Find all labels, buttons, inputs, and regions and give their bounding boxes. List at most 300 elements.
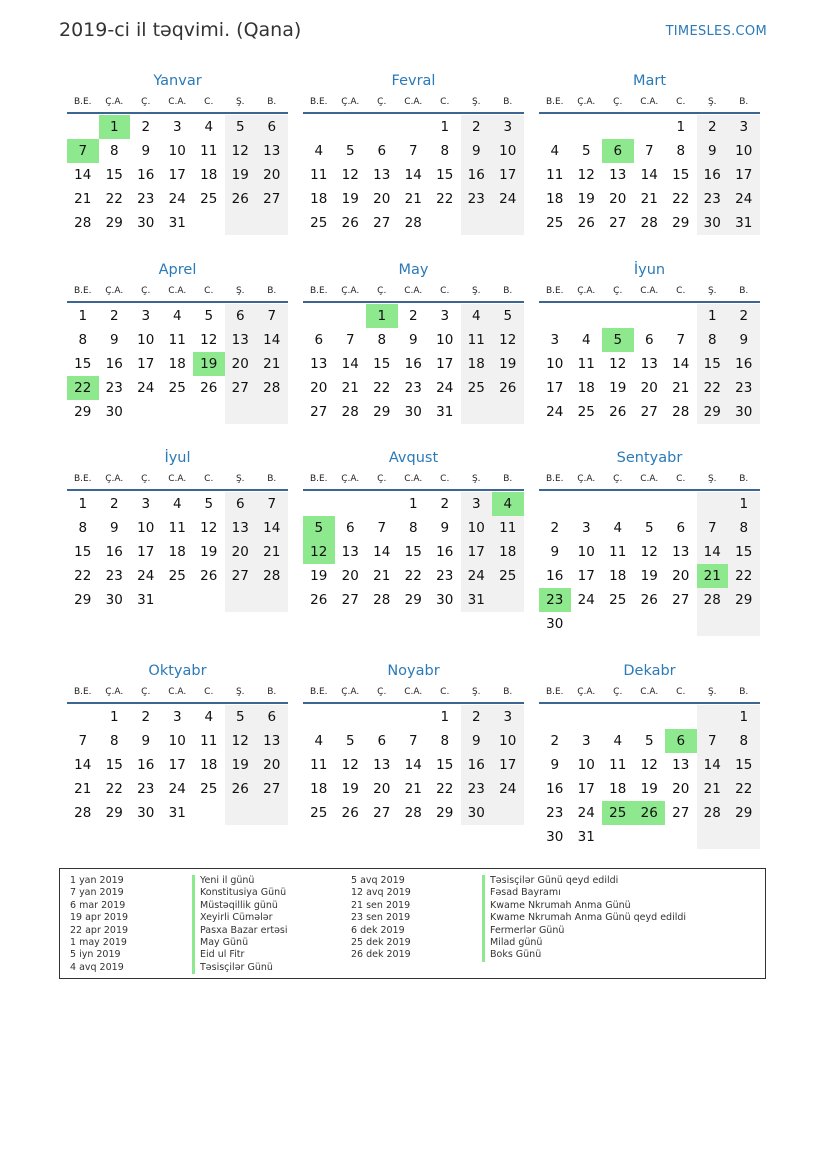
- weekday-header: [67, 682, 288, 704]
- day-cell: 26: [492, 376, 524, 400]
- empty-cell: [602, 825, 634, 849]
- day-cell: 31: [137, 592, 155, 608]
- weekday-label: Ş.: [707, 286, 717, 296]
- weekday-label: Ç.: [141, 286, 151, 296]
- day-cell: 15: [728, 753, 760, 777]
- day-cell: 14: [373, 544, 391, 560]
- day-cell: 18: [577, 380, 595, 396]
- day-cell: 31: [461, 588, 493, 612]
- empty-cell: [492, 400, 524, 424]
- site-logo-link[interactable]: TIMESLES.COM: [665, 24, 767, 39]
- month-name: Yanvar: [153, 73, 202, 89]
- day-cell: 5: [581, 143, 591, 159]
- day-cell: 6: [377, 733, 387, 749]
- weekday-header: [303, 281, 524, 303]
- day-cell: 17: [728, 163, 760, 187]
- day-cell: 27: [609, 215, 627, 231]
- empty-cell: [602, 612, 634, 636]
- day-cell: 30: [546, 829, 564, 845]
- empty-cell: [665, 304, 697, 328]
- day-cell: 11: [310, 167, 328, 183]
- day-cell: 10: [577, 757, 595, 773]
- weekday-label: Ç.: [377, 474, 387, 484]
- weekday-label: Ç.A.: [105, 687, 124, 697]
- day-cell: 5: [644, 520, 654, 536]
- day-cell: 12: [200, 332, 218, 348]
- empty-cell: [461, 211, 493, 235]
- weekday-label: Ş.: [471, 687, 481, 697]
- day-cell: 22: [105, 191, 123, 207]
- holiday-day-cell: 5: [303, 516, 335, 540]
- day-cell: 12: [640, 544, 658, 560]
- day-cell: 25: [310, 215, 328, 231]
- day-cell: 7: [697, 729, 729, 753]
- empty-cell: [665, 825, 697, 849]
- empty-cell: [665, 612, 697, 636]
- day-cell: 2: [461, 115, 493, 139]
- weekday-label: Ş.: [235, 286, 245, 296]
- day-cell: 25: [492, 564, 524, 588]
- holiday-day-cell: 5: [602, 328, 634, 352]
- day-cell: 16: [404, 356, 422, 372]
- empty-cell: [398, 705, 430, 729]
- day-cell: 9: [109, 520, 119, 536]
- weekday-label: B.E.: [73, 687, 92, 697]
- day-cell: 21: [404, 191, 422, 207]
- empty-cell: [602, 115, 634, 139]
- weekday-label: Ç.A.: [341, 286, 360, 296]
- weekday-label: Ç.: [613, 97, 623, 107]
- day-cell: 17: [137, 544, 155, 560]
- day-cell: 15: [105, 167, 123, 183]
- day-cell: 17: [492, 163, 524, 187]
- month-name: Fevral: [391, 73, 436, 89]
- empty-cell: [225, 588, 257, 612]
- weekday-label: C.: [440, 286, 450, 296]
- legend-holiday-name: Fəsad Bayramı: [482, 887, 686, 899]
- day-cell: 5: [204, 496, 214, 512]
- day-cell: 19: [609, 380, 627, 396]
- day-cell: 3: [492, 705, 524, 729]
- day-cell: 15: [436, 757, 454, 773]
- month-name: İyul: [164, 450, 191, 466]
- day-cell: 13: [341, 544, 359, 560]
- empty-cell: [335, 115, 367, 139]
- day-cell: 3: [141, 496, 151, 512]
- empty-cell: [665, 492, 697, 516]
- empty-cell: [225, 211, 257, 235]
- weekday-label: Ş.: [471, 97, 481, 107]
- weekday-label: Ç.: [141, 687, 151, 697]
- weekday-label: C.: [204, 474, 214, 484]
- day-cell: 13: [256, 729, 288, 753]
- day-cell: 24: [436, 380, 454, 396]
- weekday-header: [539, 281, 760, 303]
- weekday-label: B.: [267, 97, 277, 107]
- day-cell: 10: [168, 143, 186, 159]
- empty-cell: [256, 211, 288, 235]
- empty-cell: [366, 115, 398, 139]
- empty-cell: [130, 400, 162, 424]
- day-cell: 22: [436, 781, 454, 797]
- empty-cell: [162, 400, 194, 424]
- weekday-label: Ş.: [235, 687, 245, 697]
- weekday-label: C.A.: [640, 687, 659, 697]
- day-cell: 19: [200, 544, 218, 560]
- empty-cell: [303, 304, 335, 328]
- empty-cell: [256, 400, 288, 424]
- day-cell: 5: [492, 304, 524, 328]
- day-cell: 17: [436, 356, 454, 372]
- day-cell: 21: [256, 352, 288, 376]
- holiday-day-cell: 6: [602, 139, 634, 163]
- day-cell: 31: [168, 215, 186, 231]
- day-cell: 18: [310, 781, 328, 797]
- empty-cell: [303, 492, 335, 516]
- day-cell: 4: [550, 143, 560, 159]
- weekday-label: Ç.: [141, 97, 151, 107]
- day-cell: 7: [256, 492, 288, 516]
- legend-holiday-name: Müstəqillik günü: [192, 900, 288, 912]
- empty-cell: [634, 612, 666, 636]
- day-cell: 9: [697, 139, 729, 163]
- legend-date: 25 dek 2019: [351, 936, 411, 948]
- day-cell: 17: [546, 380, 564, 396]
- day-cell: 16: [728, 352, 760, 376]
- day-cell: 14: [74, 167, 92, 183]
- legend-holiday-name: Boks Günü: [482, 949, 686, 961]
- day-cell: 13: [672, 544, 690, 560]
- weekday-label: B.: [739, 687, 749, 697]
- empty-cell: [728, 612, 760, 636]
- empty-cell: [602, 492, 634, 516]
- day-cell: 11: [168, 332, 186, 348]
- day-cell: 9: [728, 328, 760, 352]
- weekday-label: Ç.: [377, 687, 387, 697]
- empty-cell: [193, 588, 225, 612]
- weekday-header: [539, 469, 760, 491]
- day-grid: [303, 115, 524, 235]
- day-cell: 30: [105, 404, 123, 420]
- day-cell: 25: [310, 805, 328, 821]
- day-cell: 12: [577, 167, 595, 183]
- legend-dates-col-2: [351, 875, 411, 962]
- weekday-label: B.: [739, 97, 749, 107]
- day-cell: 23: [436, 568, 454, 584]
- weekday-label: Ş.: [471, 286, 481, 296]
- month-block: [67, 259, 288, 424]
- day-cell: 27: [310, 404, 328, 420]
- weekday-label: B.E.: [309, 687, 328, 697]
- day-cell: 7: [408, 143, 418, 159]
- day-cell: 1: [78, 308, 88, 324]
- day-cell: 14: [672, 356, 690, 372]
- day-cell: 8: [697, 328, 729, 352]
- day-cell: 9: [550, 544, 560, 560]
- day-cell: 14: [404, 167, 422, 183]
- holiday-day-cell: 4: [492, 492, 524, 516]
- day-cell: 14: [697, 753, 729, 777]
- day-cell: 26: [200, 380, 218, 396]
- day-cell: 16: [461, 163, 493, 187]
- day-cell: 27: [373, 215, 391, 231]
- empty-cell: [366, 492, 398, 516]
- day-cell: 28: [373, 592, 391, 608]
- day-cell: 26: [577, 215, 595, 231]
- day-cell: 16: [546, 568, 564, 584]
- day-cell: 8: [109, 733, 119, 749]
- day-cell: 4: [613, 520, 623, 536]
- weekday-label: C.A.: [404, 474, 423, 484]
- day-cell: 18: [609, 781, 627, 797]
- day-grid: [539, 705, 760, 849]
- day-cell: 20: [225, 352, 257, 376]
- day-cell: 19: [225, 163, 257, 187]
- day-cell: 3: [550, 332, 560, 348]
- month-block: [303, 70, 524, 235]
- day-cell: 25: [577, 404, 595, 420]
- day-cell: 27: [341, 592, 359, 608]
- day-cell: 1: [728, 705, 760, 729]
- day-cell: 16: [137, 167, 155, 183]
- day-cell: 19: [640, 568, 658, 584]
- day-cell: 8: [78, 520, 88, 536]
- day-cell: 21: [697, 777, 729, 801]
- weekday-label: C.: [440, 687, 450, 697]
- day-cell: 6: [644, 332, 654, 348]
- day-cell: 24: [168, 781, 186, 797]
- day-cell: 23: [404, 380, 422, 396]
- day-cell: 6: [256, 115, 288, 139]
- legend-names-col-1: [192, 875, 288, 974]
- day-cell: 25: [461, 376, 493, 400]
- day-cell: 4: [172, 308, 182, 324]
- day-grid: [67, 115, 288, 235]
- legend-holiday-name: Yeni il günü: [192, 875, 288, 887]
- day-cell: 19: [577, 191, 595, 207]
- day-cell: 5: [644, 733, 654, 749]
- day-cell: 24: [577, 805, 595, 821]
- day-cell: 6: [256, 705, 288, 729]
- day-cell: 16: [697, 163, 729, 187]
- day-cell: 13: [310, 356, 328, 372]
- day-cell: 23: [105, 568, 123, 584]
- day-cell: 14: [256, 516, 288, 540]
- legend-date: 26 dek 2019: [351, 949, 411, 961]
- empty-cell: [256, 801, 288, 825]
- weekday-label: Ç.: [377, 286, 387, 296]
- month-name: Avqust: [388, 450, 439, 466]
- weekday-label: C.A.: [168, 286, 187, 296]
- day-cell: 12: [341, 757, 359, 773]
- weekday-label: Ş.: [471, 474, 481, 484]
- empty-cell: [193, 400, 225, 424]
- day-cell: 2: [461, 705, 493, 729]
- day-cell: 22: [105, 781, 123, 797]
- empty-cell: [335, 492, 367, 516]
- weekday-header: [303, 682, 524, 704]
- day-cell: 18: [461, 352, 493, 376]
- weekday-label: Ç.A.: [577, 687, 596, 697]
- day-cell: 2: [408, 308, 418, 324]
- day-cell: 2: [109, 496, 119, 512]
- day-cell: 17: [461, 540, 493, 564]
- day-grid: [67, 492, 288, 612]
- day-cell: 19: [225, 753, 257, 777]
- day-cell: 25: [609, 592, 627, 608]
- empty-cell: [193, 211, 225, 235]
- weekday-header: [303, 469, 524, 491]
- day-cell: 1: [676, 119, 686, 135]
- weekday-header: [67, 281, 288, 303]
- day-cell: 9: [550, 757, 560, 773]
- day-cell: 4: [172, 496, 182, 512]
- day-cell: 8: [109, 143, 119, 159]
- weekday-label: C.: [440, 474, 450, 484]
- day-cell: 30: [137, 805, 155, 821]
- empty-cell: [492, 211, 524, 235]
- weekday-header: [539, 682, 760, 704]
- day-cell: 1: [109, 709, 119, 725]
- weekday-label: B.E.: [545, 286, 564, 296]
- weekday-label: Ç.: [141, 474, 151, 484]
- empty-cell: [335, 304, 367, 328]
- weekday-label: Ş.: [235, 97, 245, 107]
- day-cell: 18: [168, 544, 186, 560]
- day-cell: 13: [672, 757, 690, 773]
- empty-cell: [665, 705, 697, 729]
- weekday-label: C.A.: [404, 687, 423, 697]
- weekday-label: C.A.: [168, 97, 187, 107]
- day-cell: 29: [105, 215, 123, 231]
- day-cell: 16: [137, 757, 155, 773]
- day-cell: 15: [672, 167, 690, 183]
- day-cell: 8: [728, 729, 760, 753]
- day-cell: 30: [105, 592, 123, 608]
- day-cell: 5: [225, 115, 257, 139]
- legend-names-col-2: [482, 875, 686, 962]
- day-cell: 7: [697, 516, 729, 540]
- day-cell: 6: [314, 332, 324, 348]
- empty-cell: [571, 612, 603, 636]
- day-cell: 14: [404, 757, 422, 773]
- weekday-label: B.E.: [545, 687, 564, 697]
- day-cell: 3: [172, 119, 182, 135]
- day-cell: 16: [546, 781, 564, 797]
- month-block: [539, 447, 760, 636]
- day-cell: 25: [168, 380, 186, 396]
- weekday-label: Ç.A.: [105, 286, 124, 296]
- day-cell: 2: [728, 304, 760, 328]
- day-cell: 17: [577, 781, 595, 797]
- day-cell: 22: [672, 191, 690, 207]
- day-cell: 10: [492, 729, 524, 753]
- empty-cell: [697, 705, 729, 729]
- day-cell: 18: [168, 356, 186, 372]
- empty-cell: [429, 211, 461, 235]
- legend-date: 21 sen 2019: [351, 899, 411, 911]
- empty-cell: [492, 588, 524, 612]
- day-cell: 9: [408, 332, 418, 348]
- holiday-day-cell: 1: [99, 115, 131, 139]
- day-cell: 22: [436, 191, 454, 207]
- empty-cell: [571, 492, 603, 516]
- day-cell: 29: [74, 592, 92, 608]
- day-cell: 4: [314, 733, 324, 749]
- day-cell: 7: [676, 332, 686, 348]
- weekday-label: Ç.A.: [577, 97, 596, 107]
- day-cell: 27: [373, 805, 391, 821]
- day-cell: 13: [225, 516, 257, 540]
- legend-date: 23 sen 2019: [351, 912, 411, 924]
- day-cell: 18: [492, 540, 524, 564]
- day-cell: 20: [256, 163, 288, 187]
- day-cell: 19: [310, 568, 328, 584]
- day-cell: 28: [256, 564, 288, 588]
- day-cell: 17: [492, 753, 524, 777]
- day-cell: 21: [640, 191, 658, 207]
- weekday-label: C.: [204, 687, 214, 697]
- day-cell: 14: [74, 757, 92, 773]
- day-cell: 29: [404, 592, 422, 608]
- day-cell: 3: [581, 733, 591, 749]
- holiday-legend: [59, 868, 766, 979]
- weekday-label: C.: [204, 286, 214, 296]
- month-name: May: [398, 262, 429, 278]
- month-name: Dekabr: [623, 663, 676, 679]
- day-cell: 21: [373, 568, 391, 584]
- day-cell: 27: [640, 404, 658, 420]
- empty-cell: [492, 801, 524, 825]
- day-cell: 26: [200, 568, 218, 584]
- day-cell: 19: [640, 781, 658, 797]
- day-cell: 27: [225, 564, 257, 588]
- day-cell: 27: [256, 187, 288, 211]
- day-cell: 22: [373, 380, 391, 396]
- day-cell: 7: [78, 733, 88, 749]
- day-cell: 14: [256, 328, 288, 352]
- day-cell: 3: [581, 520, 591, 536]
- legend-date: 5 iyn 2019: [70, 949, 121, 961]
- day-cell: 15: [697, 352, 729, 376]
- day-cell: 4: [613, 733, 623, 749]
- holiday-day-cell: 26: [634, 801, 666, 825]
- month-block: [67, 447, 288, 612]
- day-cell: 20: [256, 753, 288, 777]
- weekday-label: Ç.: [613, 474, 623, 484]
- day-cell: 4: [581, 332, 591, 348]
- weekday-label: Ç.A.: [341, 97, 360, 107]
- day-cell: 8: [78, 332, 88, 348]
- day-cell: 10: [436, 332, 454, 348]
- weekday-label: B.: [503, 474, 513, 484]
- day-cell: 30: [461, 801, 493, 825]
- empty-cell: [539, 115, 571, 139]
- day-cell: 28: [404, 215, 422, 231]
- day-cell: 2: [109, 308, 119, 324]
- day-cell: 24: [577, 592, 595, 608]
- day-cell: 20: [373, 781, 391, 797]
- day-cell: 29: [105, 805, 123, 821]
- empty-cell: [602, 304, 634, 328]
- empty-cell: [571, 304, 603, 328]
- day-cell: 28: [74, 215, 92, 231]
- day-cell: 9: [440, 520, 450, 536]
- day-cell: 11: [577, 356, 595, 372]
- day-cell: 2: [697, 115, 729, 139]
- day-cell: 31: [728, 211, 760, 235]
- day-cell: 15: [404, 544, 422, 560]
